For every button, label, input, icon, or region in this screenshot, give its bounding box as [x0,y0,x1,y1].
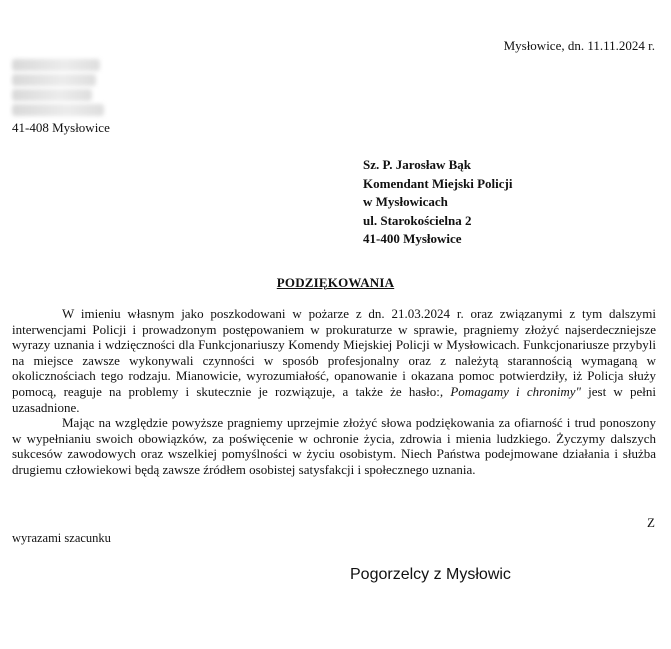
sender-address [12,56,110,137]
recipient-line: 41-400 Mysłowice [363,231,462,246]
recipient-line: Komendant Miejski Policji [363,175,513,191]
closing-regards: wyrazami szacunku [12,531,111,545]
redacted-line [12,74,96,86]
paragraph-text: W imieniu własnym jako poszkodowani w pożarze z dn. 21.03.2024 r. oraz związanymi z tym dalszymi interwencjami Policji i prowadzonym postępowaniem w prokuraturze w sprawie, pragniemy złożyć najserdeczniejsze wyrazy uznania i wdzięczności dla Funkcjonariuszy Komendy Miejskiej Policji w Mysłowicach. Funkcjonariusze przybyli na miejsce zawsze wykonywali czynności w sposób profesjonalny oraz z należytą starannością wymaganą w okolicznościach tego rodzaju. Mianowicie, wyrozumiałość, opanowanie i okazana pomoc potwierdziły, iż Policja służy pomocą, reaguje na problemy i skutecznie je rozwiązuje, a także że hasło: [12,306,656,399]
redacted-line [12,104,104,116]
letter-body [12,306,656,478]
body-paragraph: Mając na względzie powyższe pragniemy uprzejmie złożyć słowa podziękowania za ofiarność i trud ponoszony w wypełnianiu swoich obowiązków, za poświęcenie w ochronie życia, zdrowia i mienia ludzkiego. Życzymy dalszych sukcesów zawodowych oraz wszelkiej pomyślności w życiu osobistym. Niech Państwa podejmowane działania i służba drugiemu człowiekowi będą zawsze źródłem osobistej satysfakcji i społecznego uznania. [12,415,656,477]
slogan-quote: , Pomagamy i chronimy" [439,383,581,399]
recipient-address [363,156,513,249]
closing-z: Z [647,515,655,530]
body-paragraph [12,306,656,415]
letter-date: Mysłowice, dn. 11.11.2024 r. [503,38,655,53]
letter-title: PODZIĘKOWANIA [276,275,395,290]
redacted-line [12,59,100,71]
sender-city: 41-408 Mysłowice [12,120,110,135]
recipient-line: ul. Starokościelna 2 [363,212,472,228]
recipient-line: w Mysłowicach [363,194,448,209]
recipient-line: Sz. P. Jarosław Bąk [363,157,471,172]
paragraph-text: jest w pełni uzasadnione. [12,383,656,415]
redacted-line [12,89,92,101]
signature: Pogorzelcy z Mysłowic [350,566,511,583]
